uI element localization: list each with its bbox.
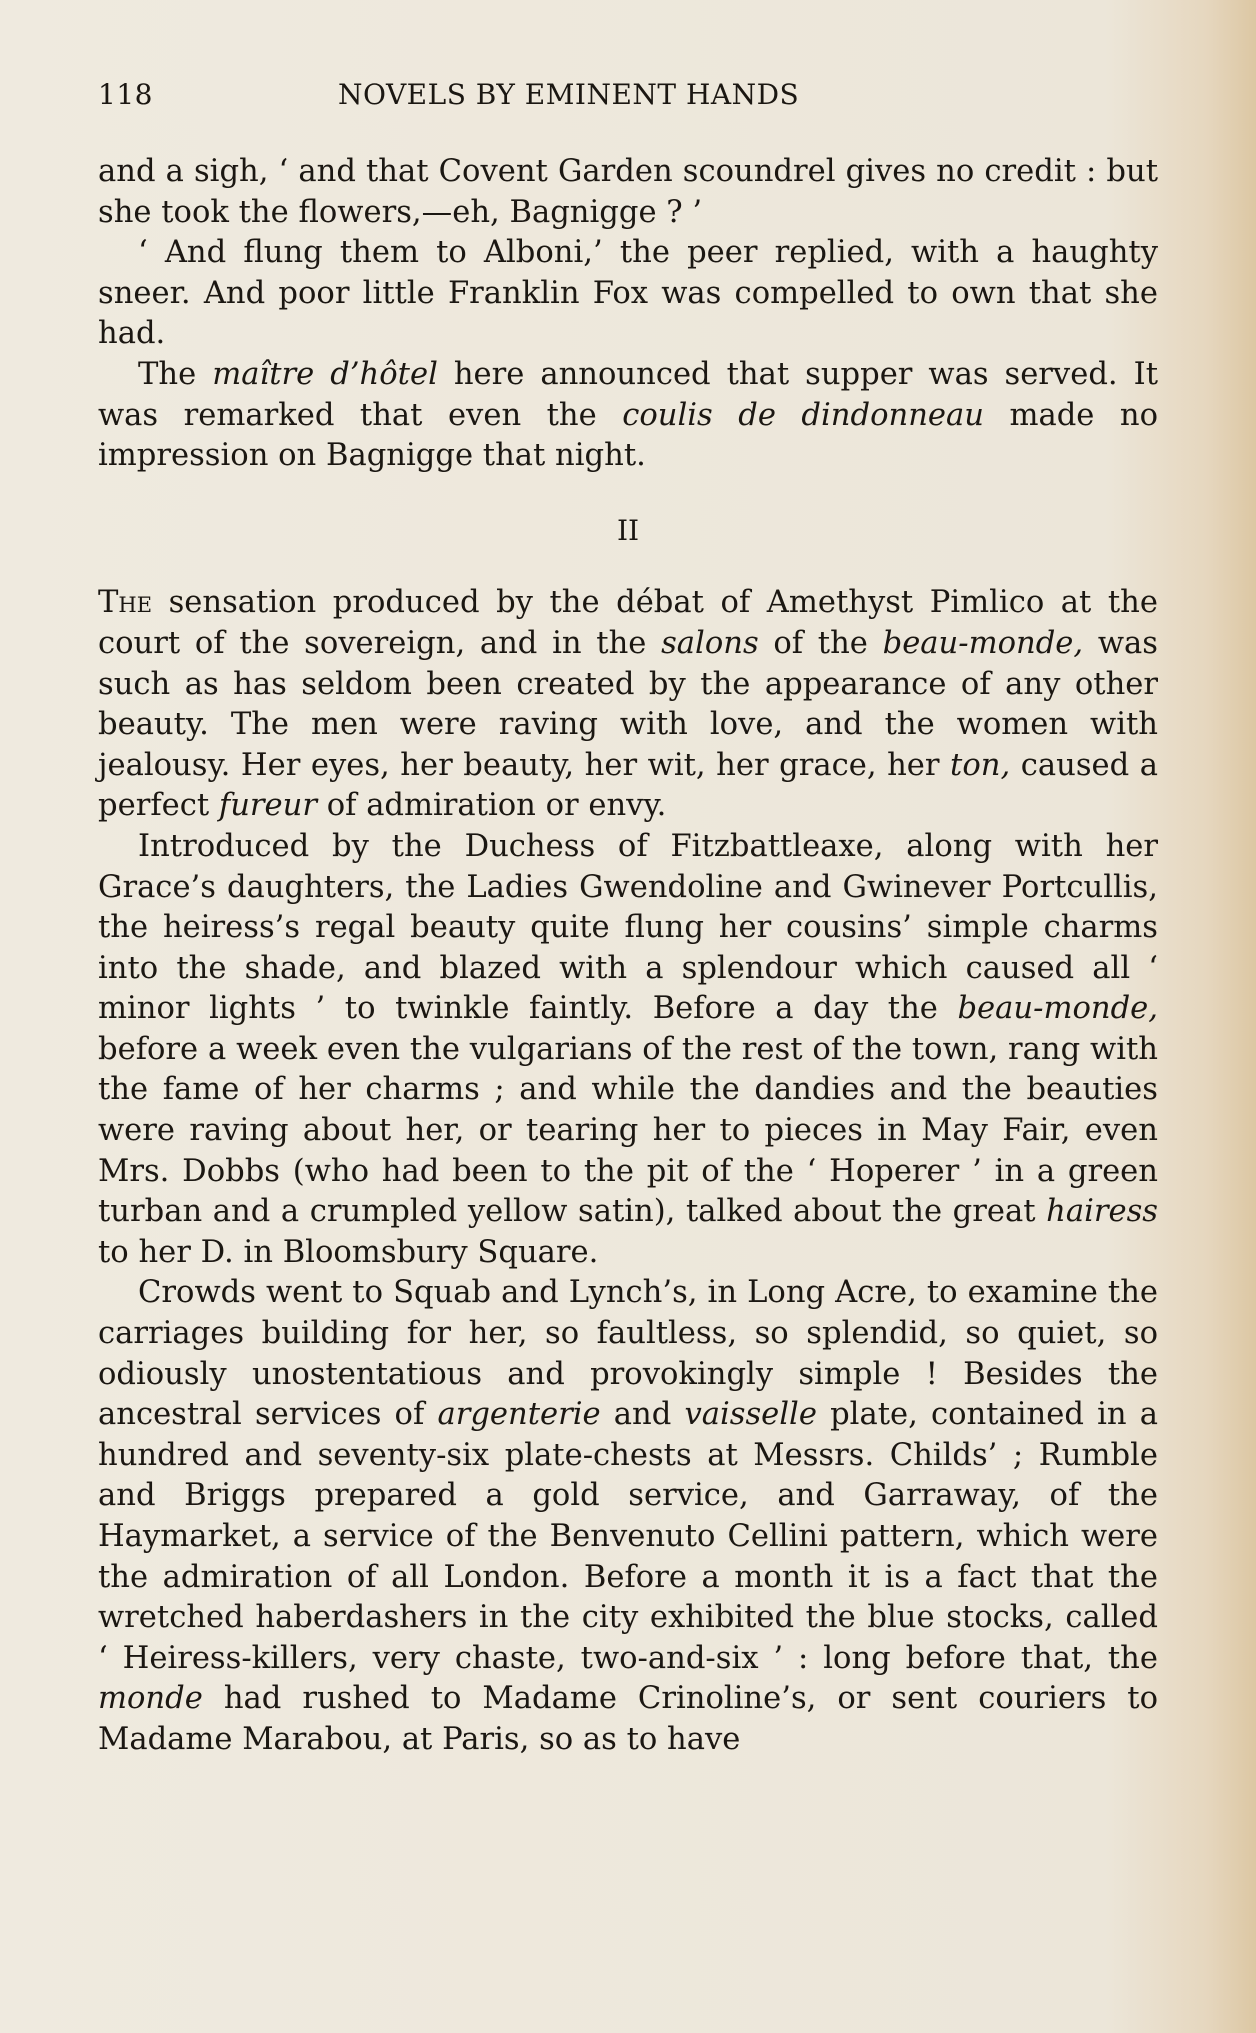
page-number: 118	[98, 78, 153, 111]
italic-phrase: ton,	[950, 747, 1011, 783]
paragraph-text: had rushed to Madame Crinoline’s, or sent couriers to Madame Marabou, at Paris, so as to have	[98, 1681, 1158, 1757]
italic-phrase: beau-monde,	[882, 625, 1084, 661]
small-caps-lead: The	[98, 585, 153, 621]
paragraph-text: to her D. in Bloomsbury Square.	[98, 1234, 599, 1270]
paragraph-text: of the	[758, 625, 883, 661]
paragraph-text: plate, contained in a hundred and seventy-six plate-chests at Messrs. Childs’ ; Rumble and Briggs prepared a gold service, and Garraway, of the Haymarket, a service of the Benvenuto Cellini pattern, which were the admiration of all London. Before a month it is a fact that the wretched haberdashers in the city exhibited the blue stocks, called ‘ Heiress-killers, very chaste, two-and-six ’ : long before that, the	[98, 1397, 1158, 1676]
italic-phrase: argenterie	[437, 1397, 601, 1433]
paragraph-text: Introduced by the Duchess of Fitzbattleaxe, along with her Grace’s daughters, the Ladies Gwendoline and Gwinever Portcullis, the heiress’s regal beauty quite flung her cousins’ simple charms into the shade, and blazed with a splendour which caused all ‘ minor lights ’ to twinkle faintly. Before a day the	[98, 828, 1158, 1027]
paragraph-text: before a week even the vulgarians of the rest of the town, rang with the fame of her charms ; and while the dandies and the beauties were raving about her, or tearing her to pieces in May Fair, even Mrs. Dobbs (who had been to the pit of the ‘ Hoperer ’ in a green turban and a crumpled yellow satin), talked about the great	[98, 1031, 1158, 1230]
italic-phrase: coulis de dindonneau	[622, 397, 984, 433]
paragraph-text: was such as has seldom been created by the appearance of any other beauty. The men were raving with love, and the women with jealousy. Her eyes, her beauty, her wit, her grace, her	[98, 625, 1158, 783]
italic-phrase: fureur	[218, 788, 317, 824]
italic-phrase: monde	[98, 1681, 203, 1717]
italic-phrase: vaisselle	[684, 1397, 817, 1433]
italic-phrase: salons	[661, 625, 759, 661]
paragraph-text: made no impression on Bagnigge that night.	[98, 397, 1159, 474]
paragraph-text: ‘ And flung them to Alboni,’ the peer replied, with a haughty sneer. And poor little Franklin Fox was compelled to own that she had.	[98, 235, 1158, 352]
italic-phrase: maître d’hôtel	[212, 356, 438, 392]
paragraph-text: of admiration or envy.	[317, 788, 667, 824]
paragraph	[98, 827, 1158, 1274]
page-body	[98, 152, 1158, 1761]
paragraph-text: Crowds went to Squab and Lynch’s, in Long Acre, to examine the carriages building for her, so faultless, so splendid, so quiet, so odiously unostentatious and provokingly simple ! Besides the ancestral services of	[98, 1275, 1158, 1433]
paragraph-text: here announced that supper was served. It was remarked that even the	[98, 356, 1158, 433]
section-number: II	[616, 513, 640, 547]
paragraph-text: and	[600, 1397, 685, 1433]
italic-phrase: hairess	[1046, 1194, 1158, 1230]
paragraph	[98, 1273, 1158, 1760]
paragraph-text: caused a perfect	[98, 747, 1158, 824]
paragraph	[98, 233, 1158, 355]
paragraph	[98, 583, 1158, 827]
paragraph-continued	[98, 152, 1158, 233]
italic-phrase: beau-monde,	[957, 991, 1158, 1027]
paragraph-text: and a sigh, ‘ and that Covent Garden scoundrel gives no credit : but she took the flowers,—eh, Bagnigge ? ’	[98, 154, 1158, 230]
paragraph	[98, 355, 1158, 477]
running-title: NOVELS BY EMINENT HANDS	[338, 78, 800, 111]
paragraph-text: The	[138, 356, 213, 392]
paragraph-text: sensation produced by the débat of Amethyst Pimlico at the court of the sovereign, and in the	[98, 585, 1158, 661]
